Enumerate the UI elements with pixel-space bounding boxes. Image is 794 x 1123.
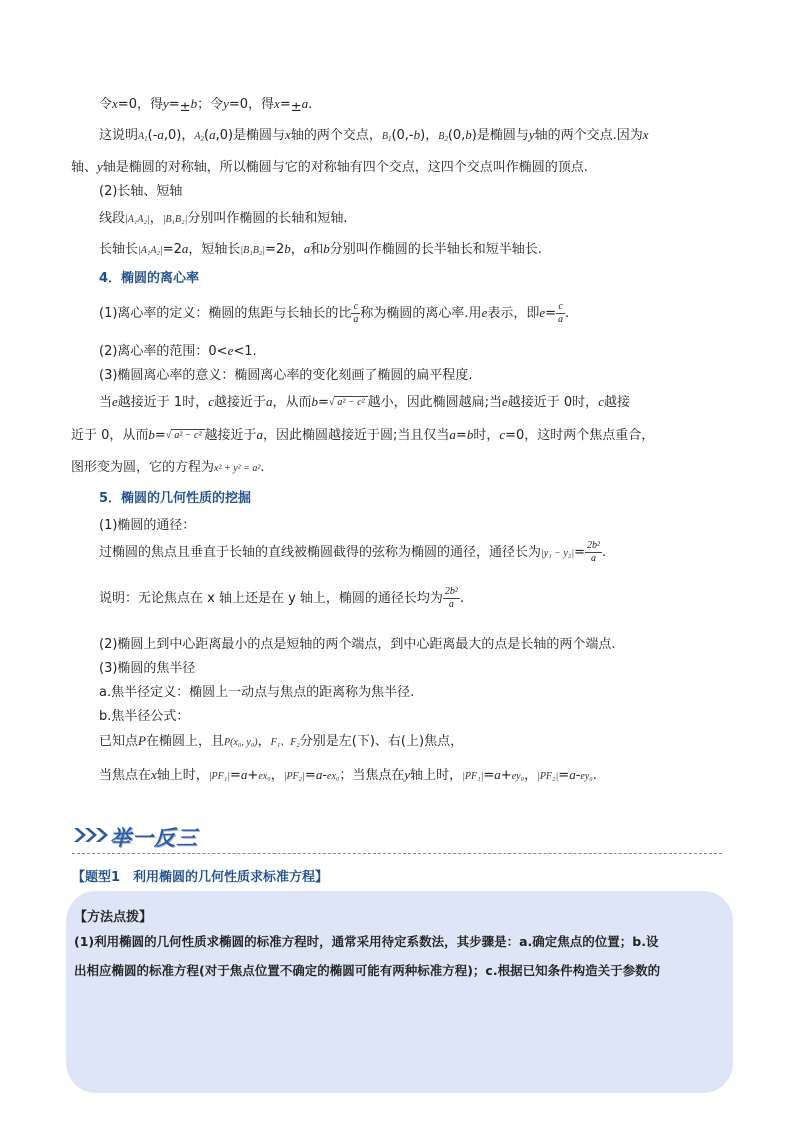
section-heading: 5．椭圆的几何性质的挖掘 (99, 491, 252, 506)
fraction-2b2-over-a (443, 586, 460, 611)
text: = (558, 768, 570, 783)
math-subscript: 2 (444, 135, 448, 143)
text: (2)离心率的范围：0< (99, 344, 228, 359)
var: b (148, 427, 155, 442)
var: c (499, 427, 506, 442)
text-line (99, 582, 464, 616)
question-type-title: 【题型1 利用椭圆的几何性质求标准方程】 (72, 870, 329, 885)
text: 轴的两个交点.因为 (534, 128, 643, 143)
text-line: (2)椭圆上到中心距离最小的点是短轴的两个端点，到中心距离最大的点是长轴的两个端点. (99, 637, 616, 652)
text: 轴上时， (156, 768, 209, 783)
text: 当 (99, 395, 113, 410)
text-line: a.焦半径定义：椭圆上一动点与焦点的距离称为焦半径. (99, 685, 415, 700)
radicand: a² − c² (334, 396, 367, 408)
divider (72, 853, 722, 854)
text: 分别叫作椭圆的长轴和短轴. (187, 211, 348, 226)
text-line: b.焦半径公式： (99, 709, 190, 724)
math-minor-length: |B₁B₂| (240, 245, 266, 256)
math-A1 (138, 131, 148, 142)
math-A2 (194, 131, 204, 142)
text: = (455, 428, 467, 443)
math-segment-b1b2: |B₁B₂| (162, 214, 188, 225)
var: b (284, 241, 291, 256)
text: - (575, 768, 581, 783)
math-subscript: 2 (200, 135, 204, 143)
text: 轴的两个交点， (290, 128, 382, 143)
text: + (247, 768, 259, 783)
text: ， (524, 768, 538, 783)
text-line (99, 766, 597, 786)
text: 这说明 (99, 128, 139, 143)
math-circle-equation: x² + y² = a² (214, 463, 261, 474)
var: y (162, 96, 169, 111)
text: . (260, 460, 265, 475)
text: =2 (265, 242, 285, 257)
var: a (569, 767, 576, 782)
text: 越接近于 (204, 428, 257, 443)
text: ；当焦点在 (339, 768, 405, 783)
var: e (227, 343, 234, 358)
text: ,0)是椭圆与 (215, 128, 286, 143)
method-panel-title: 【方法点拨】 (74, 910, 153, 925)
text: . (592, 768, 597, 783)
text: 说明：无论焦点在 x 轴上还是在 y 轴上，椭圆的通径长均为 (99, 591, 443, 606)
method-panel (66, 891, 733, 1093)
var: b (323, 241, 330, 256)
numerator: c (556, 301, 565, 314)
sqrt-expression: √ a² − c² (329, 394, 368, 412)
section-heading: 4．椭圆的离心率 (99, 271, 200, 286)
denominator: a (558, 314, 564, 325)
text: ，短轴长 (188, 242, 241, 257)
var: e (112, 394, 118, 409)
text: )是椭圆与 (471, 128, 529, 143)
var: y (97, 159, 103, 174)
sqrt-expression: √ a² − c² (166, 427, 205, 445)
var: b (190, 96, 198, 111)
method-panel-line: (1)利用椭圆的几何性质求椭圆的标准方程时，通常采用待定系数法，其步骤是：a.确定焦点的位置；b.设 (74, 934, 659, 949)
math-ey0: ey₀ (580, 771, 593, 782)
text: 越小，因此椭圆越扁;当 (367, 395, 502, 410)
var: y (528, 127, 535, 142)
text: 时， (473, 428, 500, 443)
math-pf1: |PF₁| (208, 771, 231, 782)
text: = (545, 306, 557, 321)
var: a (157, 127, 164, 142)
text: = (483, 768, 495, 783)
math-pf1: |PF₁| (462, 771, 484, 782)
text-line (99, 240, 542, 260)
text: = (318, 395, 329, 410)
text: 表示，即 (487, 306, 540, 321)
var: a (266, 394, 273, 409)
math-foci: F₁、F₂ (270, 737, 300, 748)
var: x (151, 767, 157, 782)
banner-title: 举一反三 (110, 826, 198, 850)
denominator: a (591, 553, 596, 564)
text: ， (290, 242, 304, 257)
text: 分别是左(下)、右(上)焦点， (299, 734, 464, 749)
text: (1)离心率的定义：椭圆的焦距与长轴长的比 (99, 306, 352, 321)
text-line (99, 342, 257, 361)
text-line (71, 158, 588, 177)
var: a (449, 427, 456, 442)
text: =0，得 (117, 97, 163, 112)
text: ， (270, 768, 284, 783)
text: . (602, 545, 607, 560)
text: . (459, 591, 465, 606)
math-B1 (382, 131, 392, 142)
var: b (413, 127, 421, 142)
text: = (279, 97, 291, 112)
math-letter: A (194, 131, 201, 142)
text: ；令 (197, 97, 224, 112)
text: 称为椭圆的离心率.用 (360, 306, 482, 321)
text-line (99, 296, 569, 331)
text: ,0)， (163, 128, 195, 143)
section-banner (72, 822, 232, 848)
math-pf2: |PF₂| (537, 771, 559, 782)
text-line (99, 210, 348, 229)
text: ± (179, 100, 191, 115)
var: c (598, 394, 604, 409)
math-major-length: |A₁A₂| (138, 245, 163, 256)
text: = (574, 545, 585, 560)
text: )， (420, 128, 439, 143)
subheading: (3)椭圆的焦半径 (99, 661, 196, 676)
numerator: c (351, 301, 360, 314)
var: a (256, 427, 264, 442)
text: 越接近于 (213, 395, 266, 410)
var: P (138, 733, 146, 748)
text: ， (257, 734, 271, 749)
text: 已知点 (99, 734, 139, 749)
text: 越接近于 0时， (507, 395, 599, 410)
var: b (465, 127, 472, 142)
math-B2 (438, 131, 448, 142)
text-line (71, 459, 265, 478)
text: . (308, 97, 313, 112)
text: (0, (447, 128, 466, 143)
text: =2 (162, 242, 182, 257)
var: a (240, 767, 248, 782)
numerator: 2b² (587, 540, 600, 551)
text: 近于 0，从而 (71, 428, 149, 443)
text: (- (147, 128, 158, 143)
text: <1. (233, 344, 257, 359)
text: = (168, 97, 180, 112)
var: c (208, 394, 214, 409)
text-line (99, 732, 463, 752)
text: . (565, 306, 570, 321)
text: - (322, 768, 328, 783)
text-line (99, 393, 630, 412)
text: ± (290, 100, 302, 115)
math-subscript: 1 (144, 135, 148, 143)
math-ex0: ex₀ (327, 771, 340, 782)
var: x (642, 127, 649, 142)
text-line (99, 126, 649, 148)
text: 当焦点在 (99, 768, 152, 783)
text-line (99, 536, 606, 571)
math-letter: B (381, 131, 388, 142)
var: a (209, 127, 216, 142)
text: =0，得 (228, 97, 275, 112)
math-segment-a1a2: |A₁A₂| (125, 214, 150, 225)
var: a (301, 96, 309, 111)
text: = (304, 768, 316, 783)
var: a (315, 767, 323, 782)
var: e (481, 305, 488, 320)
var: b (311, 394, 319, 409)
text: 线段 (99, 211, 126, 226)
math-ex0: ex₀ (258, 771, 271, 782)
text: 和 (310, 242, 324, 257)
math-chord-length: |y₁ − y₂| (541, 548, 575, 559)
text: = (230, 768, 241, 783)
text: ，从而 (272, 395, 312, 410)
text: 越接近于 1时， (117, 395, 209, 410)
text: ，因此椭圆越接近于圆;当且仅当 (263, 428, 450, 443)
var: b (466, 427, 474, 442)
text: 越接 (603, 395, 630, 410)
var: e (539, 305, 546, 320)
subheading: (1)椭圆的通径： (99, 518, 196, 533)
text: (0,- (391, 128, 414, 143)
math-subscript: 1 (387, 135, 392, 143)
math-point-p: P(x₀, y₀) (223, 737, 258, 748)
subheading: (2)长轴、短轴 (99, 184, 183, 199)
fraction-2b2-over-a (585, 540, 602, 565)
radicand: a² − c² (171, 429, 204, 441)
text: 分别叫作椭圆的长半轴长和短半轴长. (329, 242, 542, 257)
math-ey0: ey₀ (511, 771, 525, 782)
text: 轴、 (71, 160, 98, 175)
fraction-c-over-a (556, 301, 565, 326)
text-line: (3)椭圆离心率的意义：椭圆离心率的变化刻画了椭圆的扁平程度. (99, 368, 473, 383)
text-line (99, 95, 312, 117)
var: a (181, 241, 189, 256)
text-line (71, 426, 654, 445)
text: 图形变为圆，它的方程为 (71, 460, 215, 475)
var: a (494, 767, 501, 782)
var: e (502, 394, 508, 409)
text: 令 (99, 97, 113, 112)
math-letter: A (138, 131, 145, 142)
math-pf2: |PF₂| (283, 771, 305, 782)
var: x (285, 127, 291, 142)
var: y (223, 96, 229, 111)
var: a (303, 241, 311, 256)
var: x (112, 96, 118, 111)
denominator: a (353, 314, 359, 325)
text: 轴上时， (410, 768, 463, 783)
text: 在椭圆上，且 (145, 734, 224, 749)
text: ( (203, 128, 210, 143)
text: =0，这时两个焦点重合， (505, 428, 655, 443)
math-letter: B (438, 131, 445, 142)
text: 轴是椭圆的对称轴，所以椭圆与它的对称轴有四个交点，这四个交点叫作椭圆的顶点. (102, 160, 588, 175)
denominator: a (448, 599, 454, 610)
method-panel-line: 出相应椭圆的标准方程(对于焦点位置不确定的椭圆可能有两种标准方程)；c.根据已知条件构造关于参数的 (74, 963, 661, 978)
text: ， (149, 211, 163, 226)
var: x (274, 96, 280, 111)
text: 过椭圆的焦点且垂直于长轴的直线被椭圆截得的弦称为椭圆的通径，通径长为 (99, 545, 542, 560)
text: + (500, 768, 512, 783)
text: 长轴长 (99, 242, 139, 257)
text: = (154, 428, 166, 443)
numerator: 2b² (444, 586, 458, 597)
var: y (404, 767, 411, 782)
